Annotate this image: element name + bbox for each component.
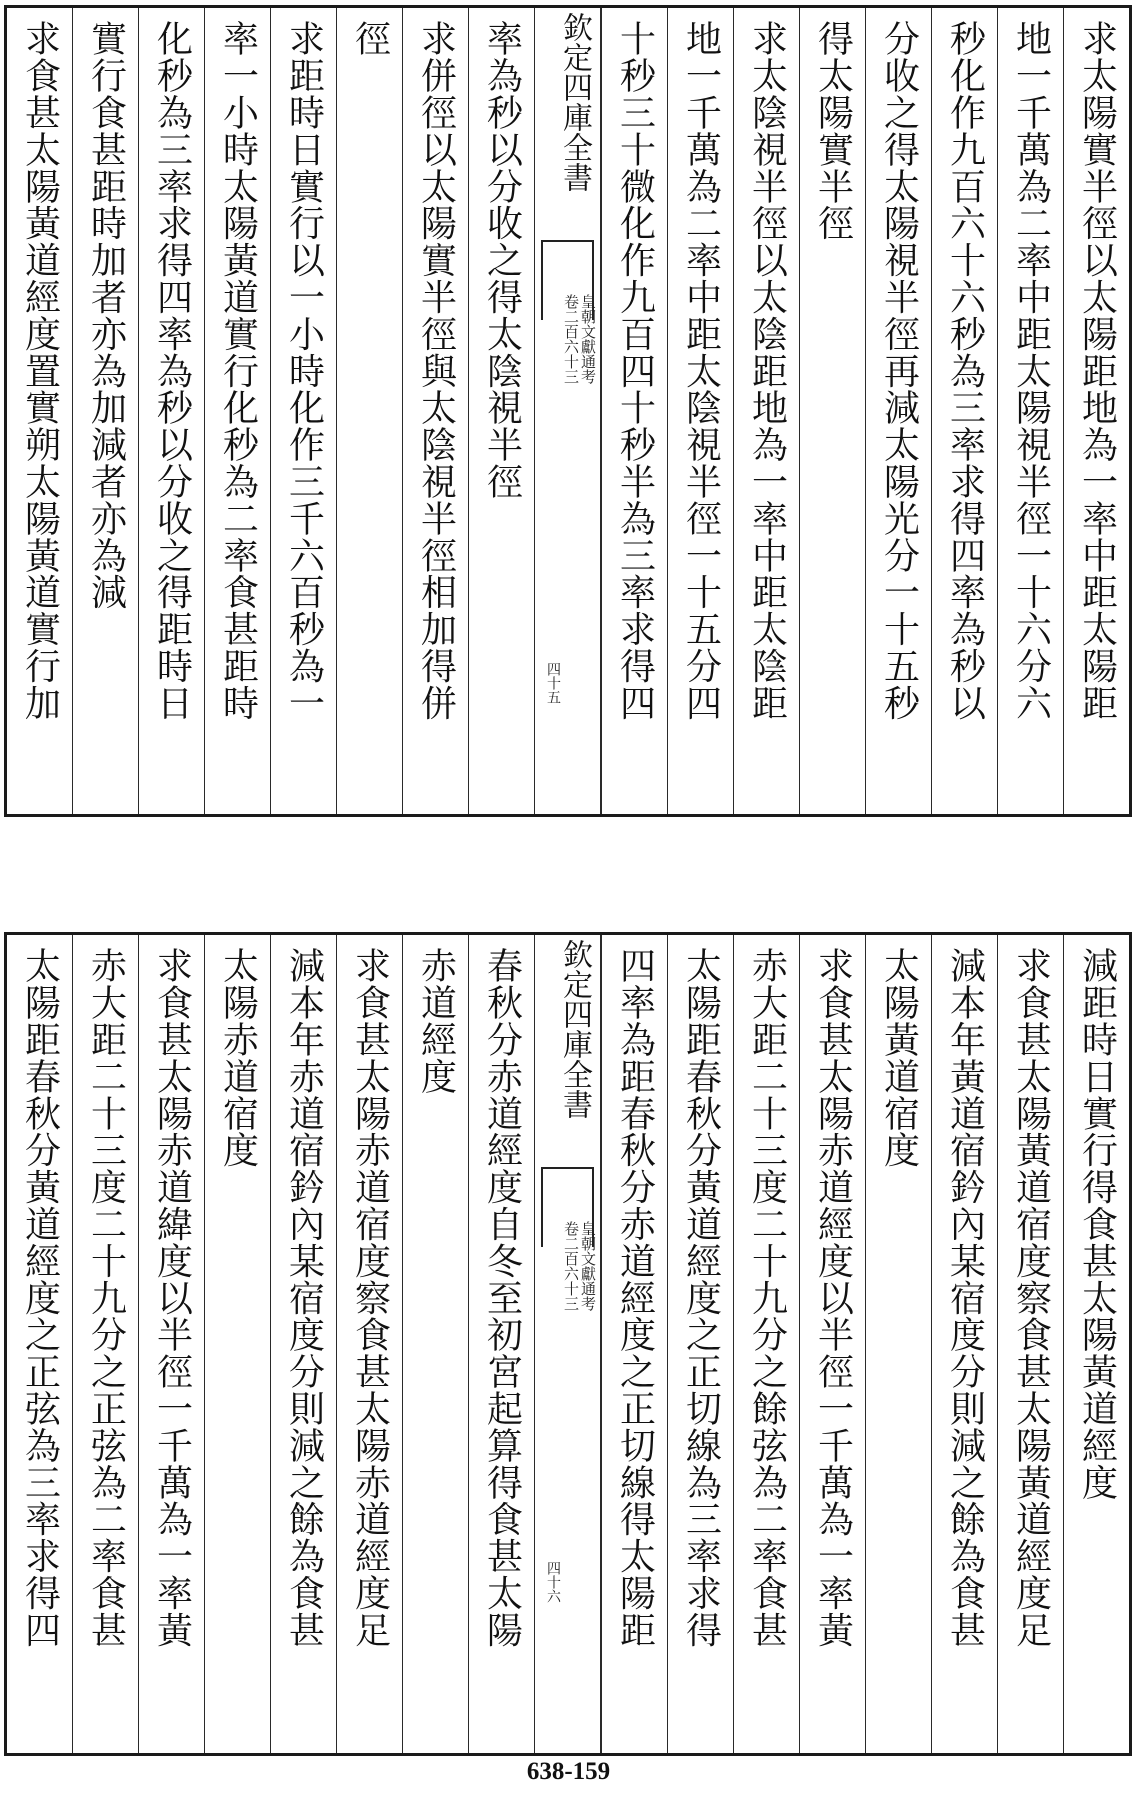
text-column [667, 8, 733, 814]
column-text: 求併徑以太陽實半徑與太陰視半徑相加得併 [415, 20, 457, 722]
text-column [7, 8, 72, 814]
text-column [204, 8, 270, 814]
text-column [997, 935, 1063, 1753]
text-column [72, 935, 138, 1753]
text-column [601, 935, 667, 1753]
text-column [601, 8, 667, 814]
column-text: 赤道經度 [415, 947, 457, 1095]
text-column [865, 8, 931, 814]
column-text: 太陽距春秋分黃道經度之正切線為三率求得 [680, 947, 722, 1649]
text-column [931, 935, 997, 1753]
book-title: 欽定四庫全書 [557, 939, 592, 1119]
text-column [7, 935, 72, 1753]
column-text: 減本年黃道宿鈐內某宿度分則減之餘為食甚 [944, 947, 986, 1649]
column-text: 求食甚太陽赤道緯度以半徑一千萬為一率黃 [151, 947, 193, 1649]
folio-number: 四十六 [545, 1561, 561, 1603]
text-column [72, 8, 138, 814]
text-column [270, 935, 336, 1753]
text-column [931, 8, 997, 814]
chapter-subtitle [562, 294, 596, 774]
page-number: 638-159 [526, 1758, 611, 1785]
column-text: 求距時日實行以一小時化作三千六百秒為一 [283, 20, 325, 722]
book-title: 欽定四庫全書 [557, 12, 592, 192]
column-text: 赤大距二十三度二十九分之正弦為二率食甚 [85, 947, 127, 1649]
column-text: 赤大距二十三度二十九分之餘弦為二率食甚 [746, 947, 788, 1649]
text-column [402, 935, 468, 1753]
folio-number: 四十五 [545, 662, 561, 704]
column-text: 四率為距春秋分赤道經度之正切線得太陽距 [614, 947, 656, 1649]
column-text: 得太陽實半徑 [812, 20, 854, 242]
text-column [468, 8, 534, 814]
subtitle-left: 卷二百六十三 [562, 294, 580, 384]
text-column [402, 8, 468, 814]
text-column [865, 935, 931, 1753]
column-text: 求太陽實半徑以太陽距地為一率中距太陽距 [1076, 20, 1118, 722]
column-text: 十秒三十微化作九百四十秒半為三率求得四 [614, 20, 656, 722]
text-column [733, 935, 799, 1753]
text-column [336, 935, 402, 1753]
text-column [204, 935, 270, 1753]
text-column [667, 935, 733, 1753]
column-text: 減本年赤道宿鈐內某宿度分則減之餘為食甚 [283, 947, 325, 1649]
column-text: 化秒為三率求得四率為秒以分收之得距時日 [151, 20, 193, 722]
column-text: 地一千萬為二率中距太陽視半徑一十六分六 [1010, 20, 1052, 722]
text-column [997, 8, 1063, 814]
text-column [1063, 935, 1129, 1753]
text-column [799, 935, 865, 1753]
column-text: 求食甚太陽黃道經度置實朔太陽黃道實行加 [19, 20, 61, 722]
column-text: 太陽黃道宿度 [878, 947, 920, 1169]
text-column [1063, 8, 1129, 814]
text-column [799, 8, 865, 814]
column-text: 地一千萬為二率中距太陰視半徑一十五分四 [680, 20, 722, 722]
center-fold-column [534, 8, 601, 814]
column-text: 實行食甚距時加者亦為加減者亦為減 [85, 20, 127, 611]
text-column [138, 8, 204, 814]
text-column [138, 935, 204, 1753]
column-text: 秒化作九百六十六秒為三率求得四率為秒以 [944, 20, 986, 722]
column-text: 徑 [349, 20, 391, 57]
text-column [270, 8, 336, 814]
text-column [336, 8, 402, 814]
subtitle-right: 皇朝文獻通考 [579, 294, 597, 384]
column-text: 求太陰視半徑以太陰距地為一率中距太陰距 [746, 20, 788, 722]
column-text: 率為秒以分收之得太陰視半徑 [481, 20, 523, 500]
chapter-subtitle [562, 1221, 596, 1701]
center-fold-column [534, 935, 601, 1753]
text-column [468, 935, 534, 1753]
bottom-page [4, 932, 1132, 1756]
subtitle-left: 卷二百六十三 [562, 1221, 580, 1311]
subtitle-right: 皇朝文獻通考 [579, 1221, 597, 1311]
text-column [733, 8, 799, 814]
column-text: 求食甚太陽黃道宿度察食甚太陽黃道經度足 [1010, 947, 1052, 1649]
column-text: 太陽距春秋分黃道經度之正弦為三率求得四 [19, 947, 61, 1649]
column-text: 春秋分赤道經度自冬至初宮起算得食甚太陽 [481, 947, 523, 1649]
column-text: 求食甚太陽赤道經度以半徑一千萬為一率黃 [812, 947, 854, 1649]
column-text: 太陽赤道宿度 [217, 947, 259, 1169]
column-text: 求食甚太陽赤道宿度察食甚太陽赤道經度足 [349, 947, 391, 1649]
top-page [4, 5, 1132, 817]
column-text: 率一小時太陽黃道實行化秒為二率食甚距時 [217, 20, 259, 722]
column-text: 減距時日實行得食甚太陽黃道經度 [1076, 947, 1118, 1501]
column-text: 分收之得太陽視半徑再減太陽光分一十五秒 [878, 20, 920, 722]
